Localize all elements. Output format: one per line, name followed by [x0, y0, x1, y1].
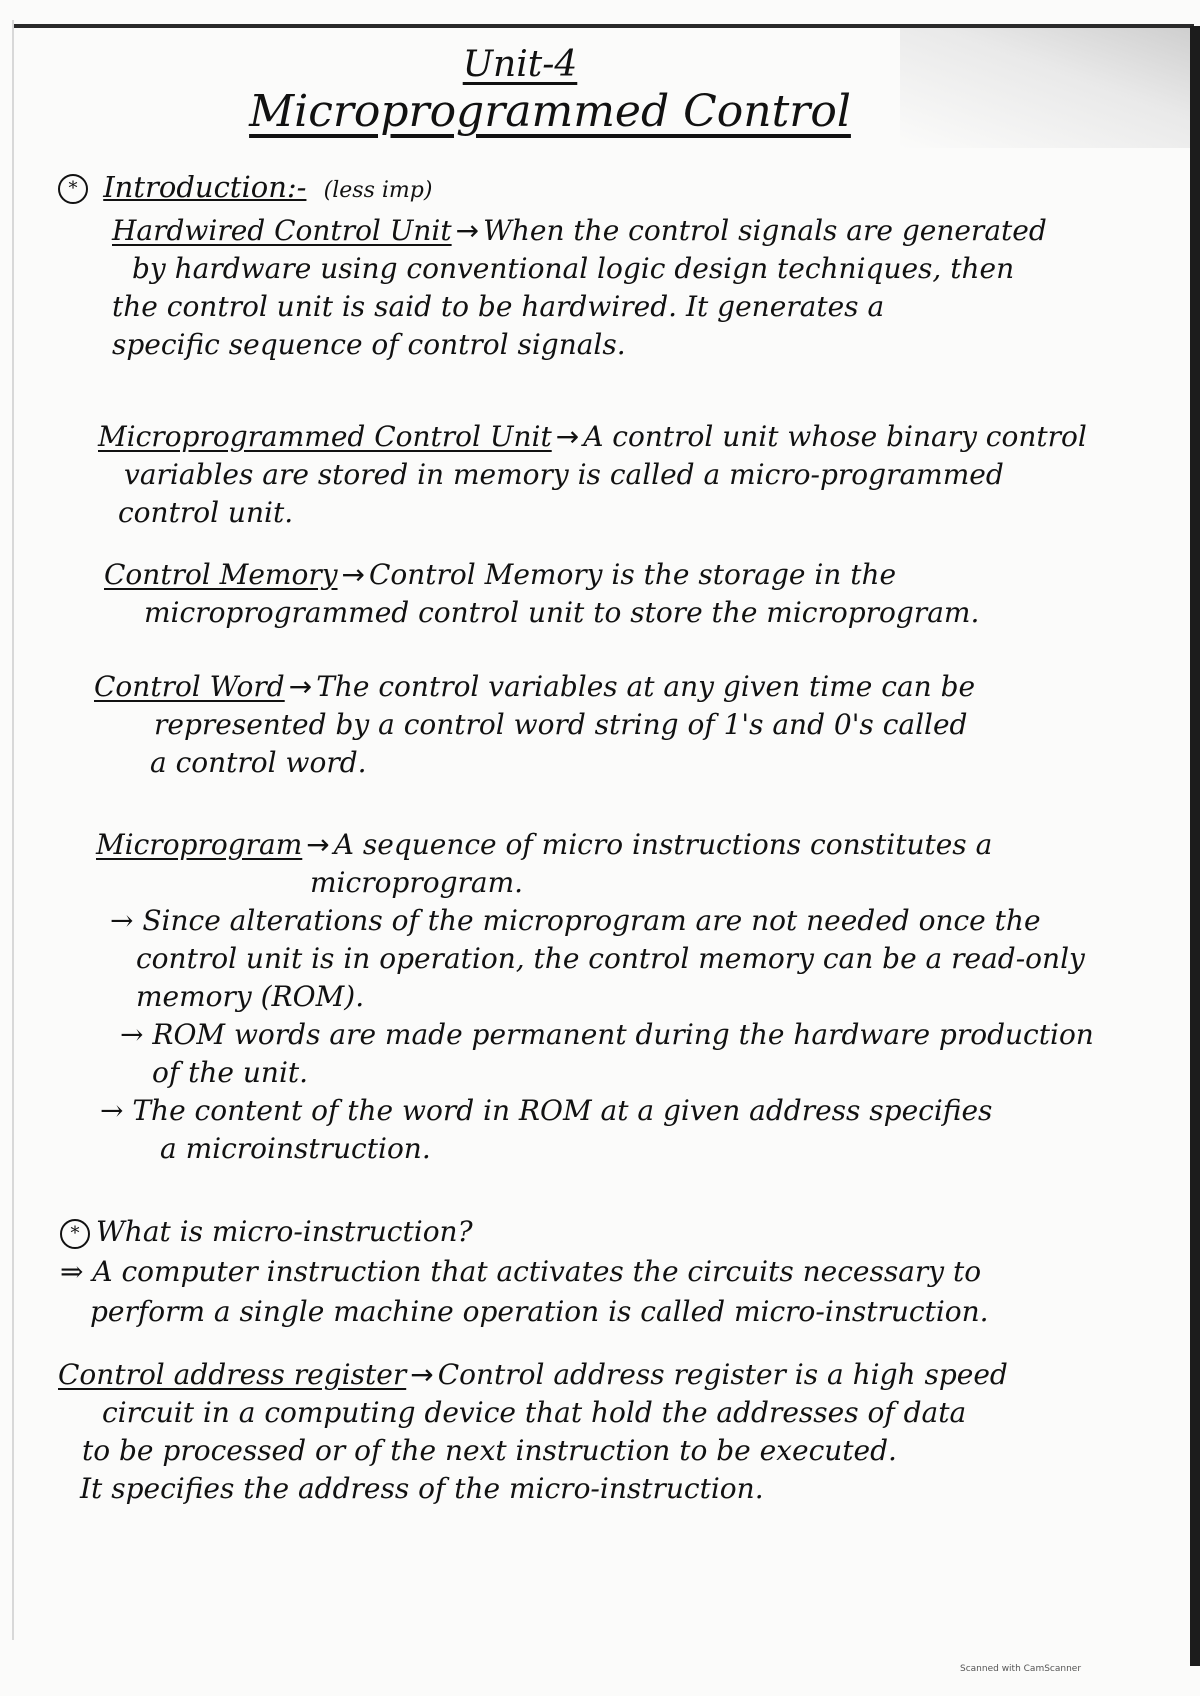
definition-line: microprogrammed control unit to store the microprogram. [144, 596, 980, 629]
definition-line: circuit in a computing device that hold the addresses of data [102, 1396, 967, 1429]
arrow-icon: → [306, 828, 330, 861]
section-line [112, 212, 1047, 250]
definition-text: The control variables at any given time can be [316, 670, 976, 703]
definition-line: by hardware using conventional logic design techniques, then [132, 252, 1015, 285]
star-bullet-icon: * [60, 1219, 90, 1249]
term-label: Microprogram [96, 828, 303, 861]
intro-label: Introduction:- [103, 170, 307, 204]
section-line [94, 668, 975, 706]
definition-line: a control word. [150, 746, 367, 779]
star-bullet-icon: * [58, 174, 88, 204]
definition-line: to be processed or of the next instruction to be executed. [82, 1434, 897, 1467]
section-control-word [94, 668, 975, 782]
definition-line: a microinstruction. [160, 1132, 431, 1165]
definition-line: variables are stored in memory is called a micro-programmed [124, 458, 1004, 491]
definition-line: represented by a control word string of 1's and 0's called [154, 708, 968, 741]
answer-line: ⇒ A computer instruction that activates the circuits necessary to [60, 1255, 982, 1288]
definition-text: When the control signals are generated [483, 214, 1047, 247]
section-control-address-register [58, 1356, 1008, 1508]
definition-text: Control Memory is the storage in the [368, 558, 897, 591]
section-line [96, 826, 1094, 864]
definition-line: the control unit is said to be hardwired. It generates a [112, 290, 885, 323]
definition-text: A control unit whose binary control [583, 420, 1087, 453]
answer-line: perform a single machine operation is called micro-instruction. [90, 1295, 989, 1328]
section-line [104, 556, 979, 594]
intro-note: (less imp) [323, 178, 433, 203]
term-label: Hardwired Control Unit [112, 214, 452, 247]
definition-text: A sequence of micro instructions constitutes a [333, 828, 993, 861]
definition-line: memory (ROM). [136, 980, 365, 1013]
question-block [60, 1212, 989, 1332]
arrow-icon: → [555, 420, 580, 453]
definition-line: → ROM words are made permanent during the hardware production [120, 1018, 1094, 1051]
page-edge-right [1190, 26, 1200, 1666]
arrow-icon: → [455, 214, 480, 247]
term-label: Control Memory [104, 558, 338, 591]
scanner-watermark: Scanned with CamScanner [960, 1664, 1082, 1674]
section-control-memory [104, 556, 979, 632]
page-edge-left [12, 20, 14, 1640]
section-line [58, 1356, 1008, 1394]
arrow-icon: → [410, 1358, 434, 1391]
definition-line: → Since alterations of the microprogram are not needed once the [110, 904, 1041, 937]
page-title: Microprogrammed Control [249, 86, 851, 137]
definition-line: control unit. [118, 496, 294, 529]
question-title [60, 1212, 989, 1252]
definition-text: Control address register is a high speed [437, 1358, 1008, 1391]
section-line [98, 418, 1087, 456]
section-hardwired [112, 212, 1047, 364]
definition-line: control unit is in operation, the control memory can be a read-only [136, 942, 1085, 975]
term-label: Control address register [58, 1358, 407, 1391]
definition-line: → The content of the word in ROM at a given address specifies [100, 1094, 993, 1127]
question-text: What is micro-instruction? [96, 1215, 473, 1248]
arrow-icon: → [341, 558, 365, 591]
definition-line: It specifies the address of the micro-instruction. [80, 1472, 764, 1505]
term-label: Control Word [94, 670, 285, 703]
term-label: Microprogrammed Control Unit [98, 420, 552, 453]
definition-line: specific sequence of control signals. [112, 328, 626, 361]
section-microprogram [96, 826, 1094, 1168]
intro-heading [58, 170, 432, 204]
scan-shadow [900, 28, 1190, 148]
arrow-icon: → [288, 670, 313, 703]
unit-heading: Unit-4 [462, 44, 578, 85]
definition-line: microprogram. [310, 866, 524, 899]
definition-line: of the unit. [152, 1056, 309, 1089]
section-microprogrammed-control-unit [98, 418, 1087, 532]
